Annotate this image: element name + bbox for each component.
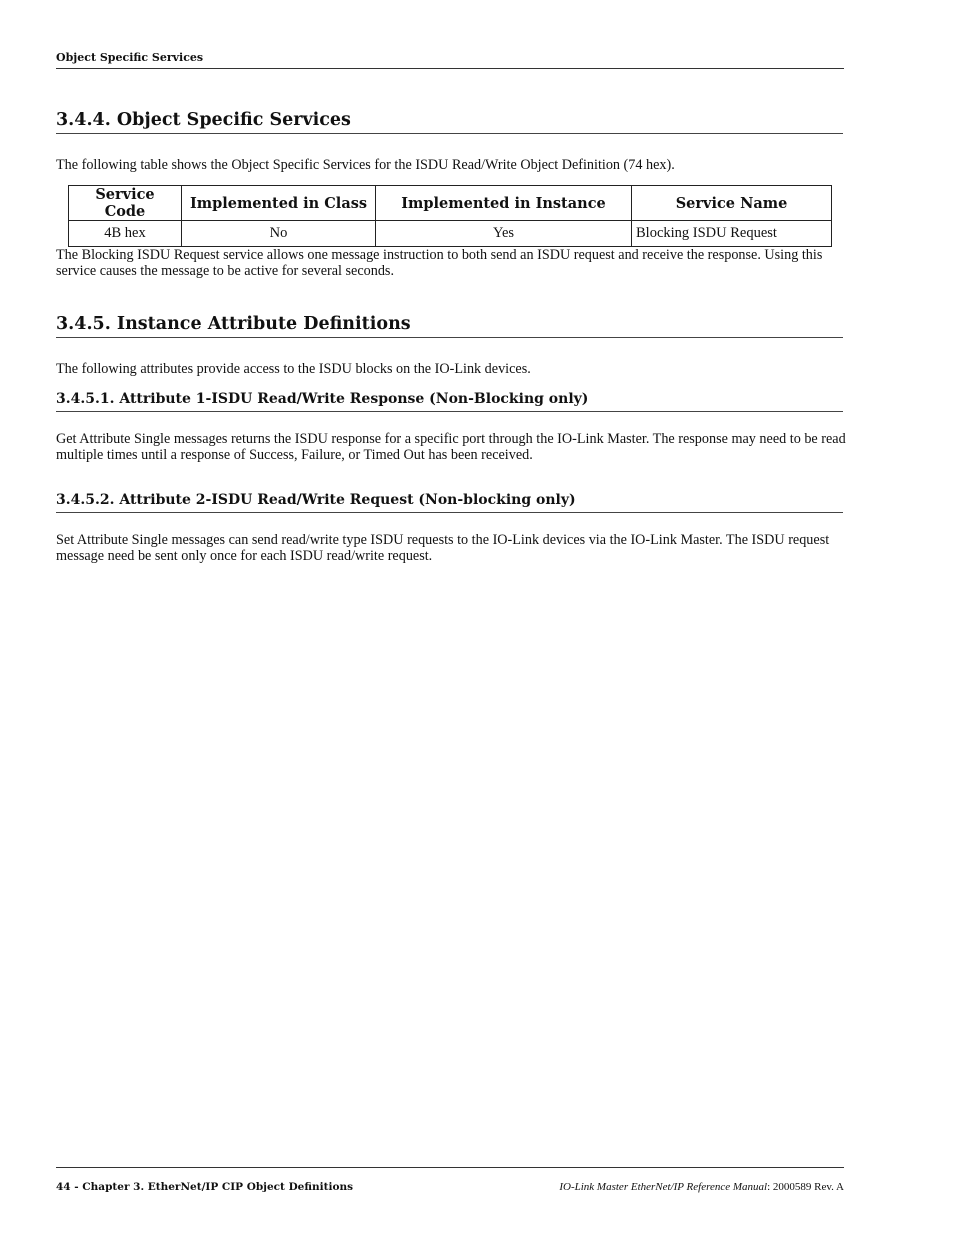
services-table [68,185,832,247]
col-header-implemented-instance: Implemented in Instance [376,186,632,221]
cell-service-code: 4B hex [69,221,182,247]
cell-implemented-class: No [182,221,376,247]
cell-service-name: Blocking ISDU Request [632,221,832,247]
blocking-description-paragraph: The Blocking ISDU Request service allows one message instruction to both send an ISDU request and receive the response. Using this service causes the message to be active for several seconds. [56,247,823,279]
section-heading-3-4-5: 3.4.5. Instance Attribute Definitions [56,314,411,334]
attribute-1-paragraph: Get Attribute Single messages returns the ISDU response for a specific port through the IO-Link Master. The response may need to be read multiple times until a response of Success, Failure, or Timed Out has been received. [56,431,846,463]
footer-manual-title [559,1181,844,1193]
subsection-rule [56,512,843,513]
intro-paragraph: The following table shows the Object Specific Services for the ISDU Read/Write Object Definition (74 hex). [56,157,675,173]
subsection-rule [56,411,843,412]
header-rule [56,68,844,69]
footer-manual-name: IO-Link Master EtherNet/IP Reference Manual [559,1181,768,1193]
col-header-service-name: Service Name [632,186,832,221]
col-header-implemented-class: Implemented in Class [182,186,376,221]
col-header-service-code: Service Code [69,186,182,221]
footer-chapter: 44 - Chapter 3. EtherNet/IP CIP Object Definitions [56,1181,353,1193]
attribute-2-paragraph: Set Attribute Single messages can send read/write type ISDU requests to the IO-Link devices via the IO-Link Master. The ISDU request message need be sent only once for each ISDU read/write request. [56,532,830,564]
cell-implemented-instance: Yes [376,221,632,247]
section-rule [56,337,843,338]
section-heading-3-4-4: 3.4.4. Object Specific Services [56,110,351,130]
footer-doc-number: : 2000589 Rev. A [767,1181,844,1193]
subsection-heading-3-4-5-2: 3.4.5.2. Attribute 2-ISDU Read/Write Request (Non-blocking only) [56,492,576,508]
footer-rule [56,1167,844,1168]
subsection-heading-3-4-5-1: 3.4.5.1. Attribute 1-ISDU Read/Write Response (Non-Blocking only) [56,391,589,407]
table-header-row [69,186,832,221]
attributes-intro-paragraph: The following attributes provide access to the ISDU blocks on the IO-Link devices. [56,361,531,377]
table-row [69,221,832,247]
running-header: Object Specific Services [56,51,204,64]
section-rule [56,133,843,134]
